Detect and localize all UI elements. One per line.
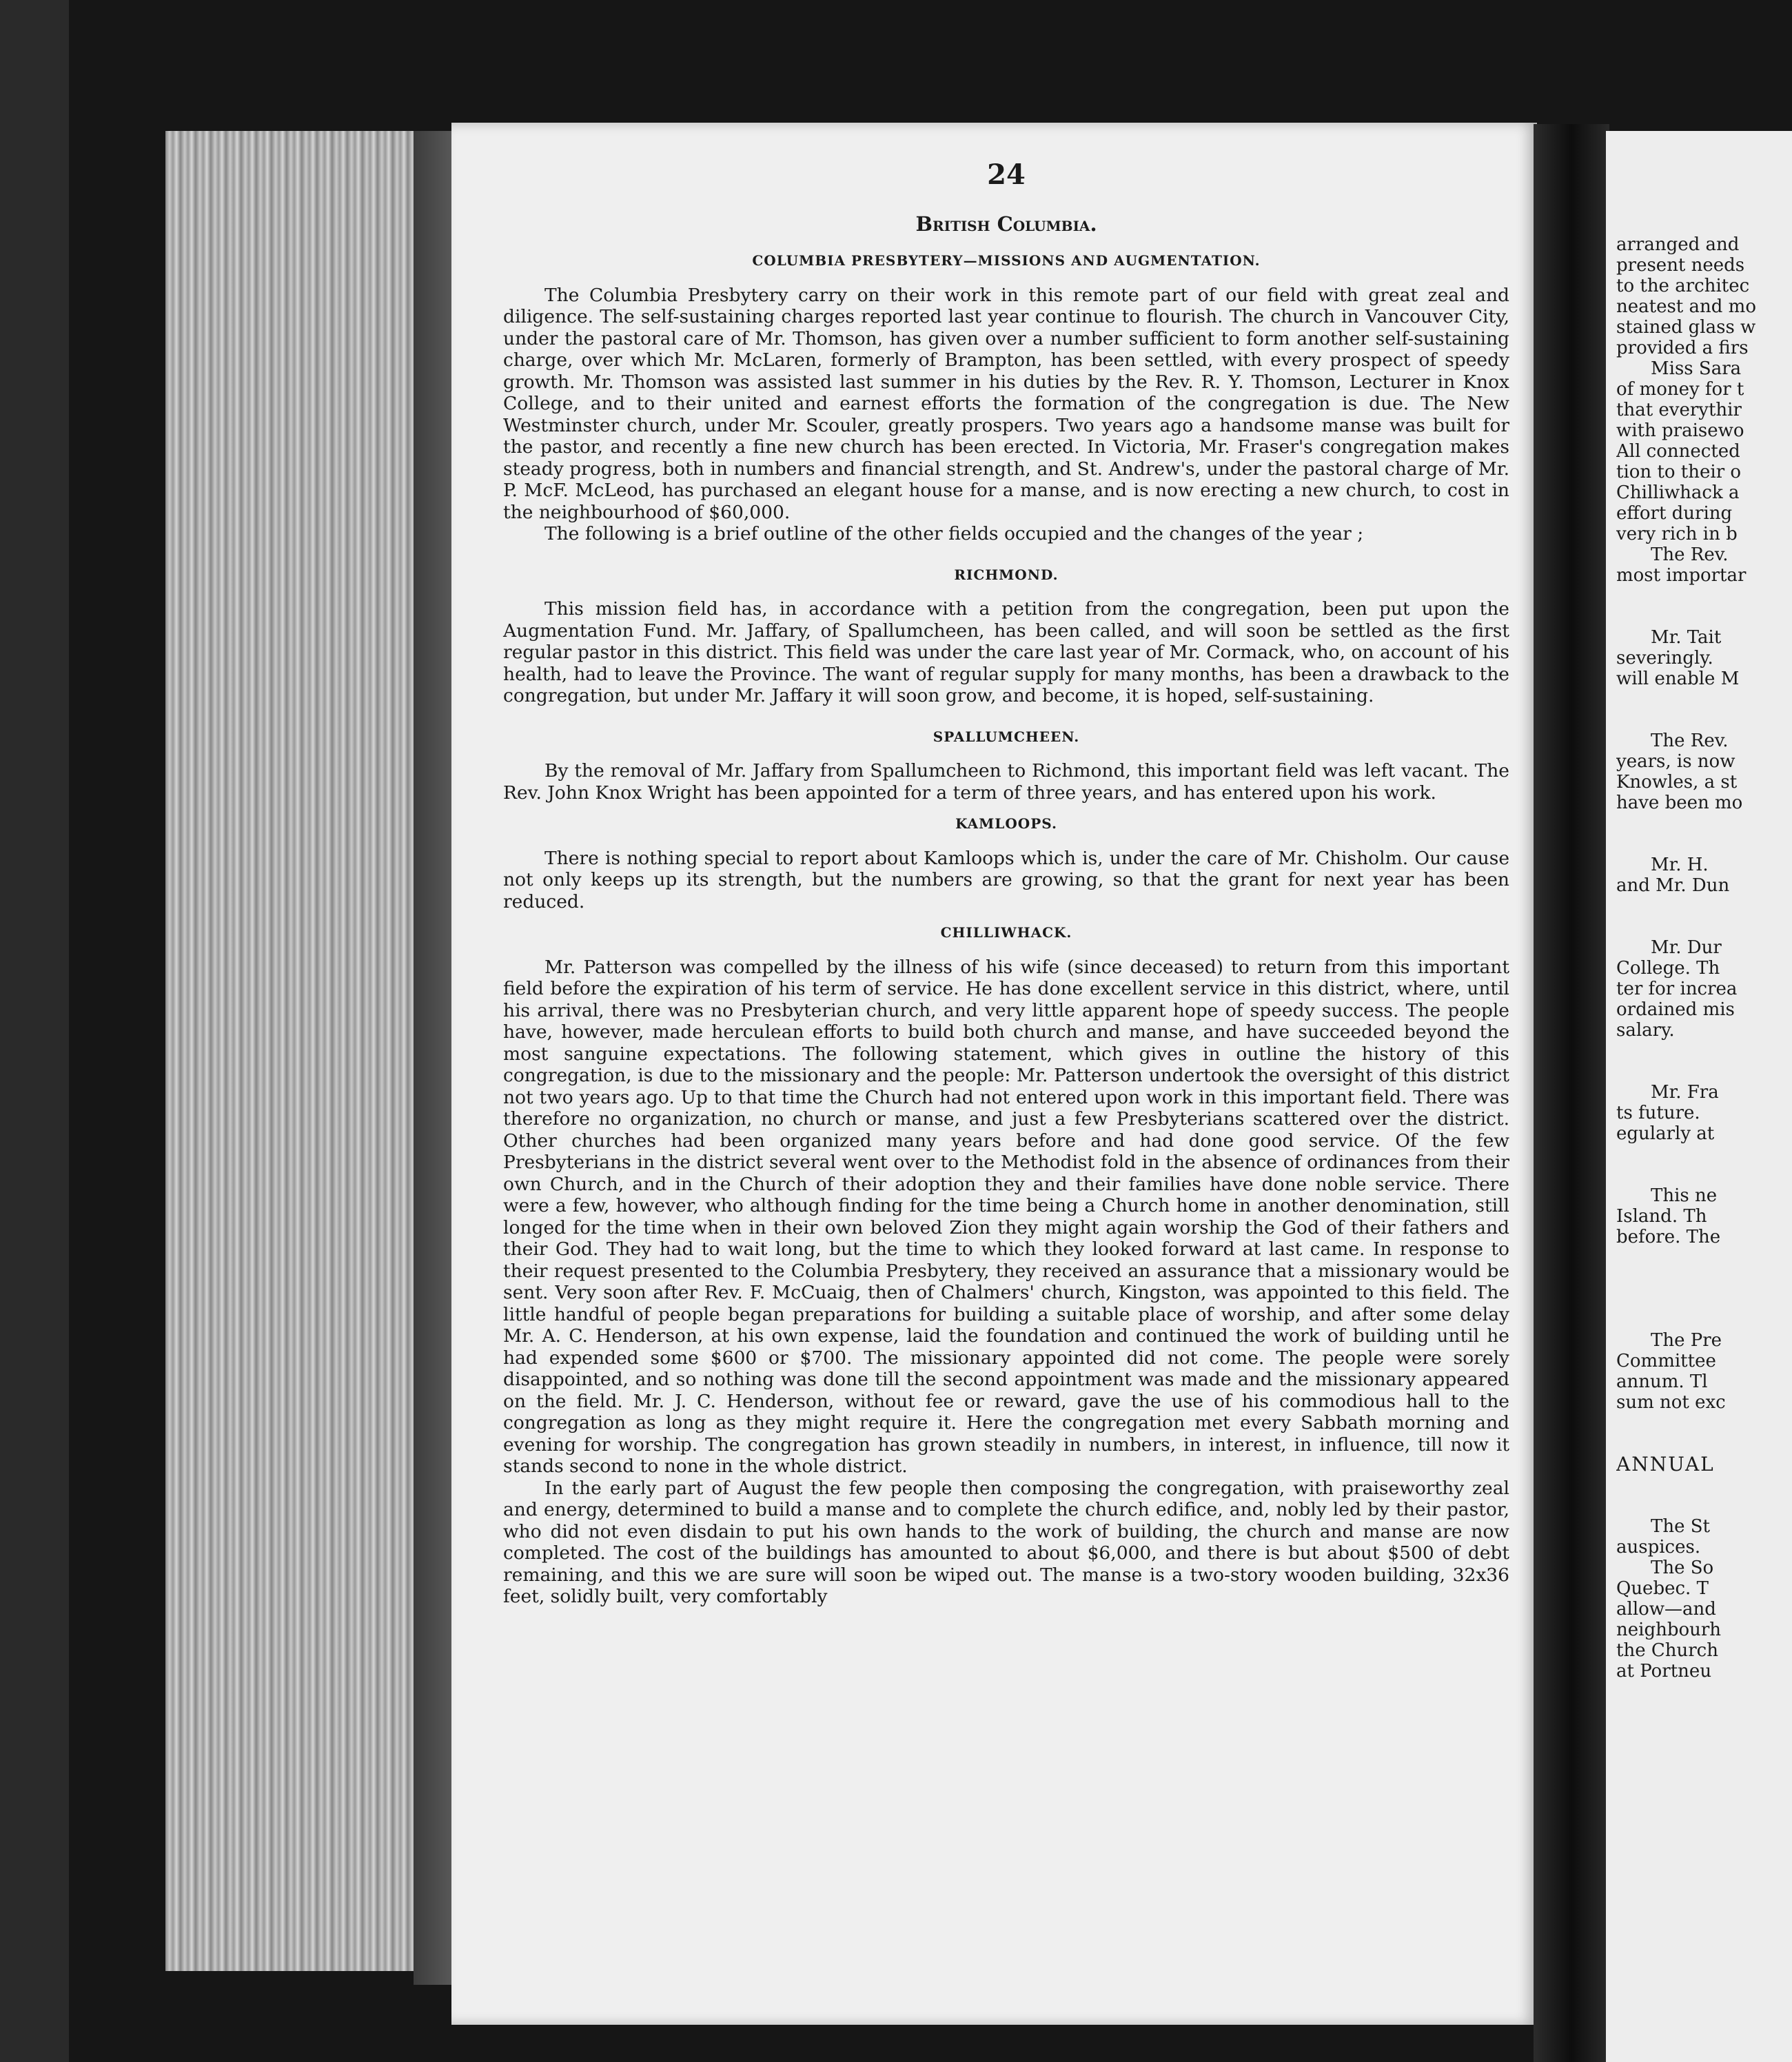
right-page-line: ts future.: [1616, 1103, 1700, 1123]
subsection-paragraph: Mr. Patterson was compelled by the illness of his wife (since deceased) to return from this important field before the expiration of his term of service. He has done excellent service in this district, where, until his arrival, there was no Presbyterian church, and very little apparent hope of speedy success. The people have, however, made herculean efforts to build both church and manse, and have succeeded beyond the most sanguine expectations. The following statement, which gives in outline the history of this congregation, is due to the missionary and the people: Mr. Patterson undertook the oversight of this district not two years ago. Up to that time the Church had not entered upon work in this important field. There was therefore no organization, no church or manse, and just a few Presbyterians scattered over the district. Other churches had been organized many years before and had done good service. Of the few Presbyterians in the district several went over to the Methodist fold in the absence of ordinances from their own Church, and in the Church of their adoption they and their families have done noble service. There were a few, however, who although finding for the time being a Church home in another denomination, still longed for the time when in their own beloved Zion they might again worship the God of their fathers and their God. They had to wait long, but the time to which they looked forward at last came. In response to their request presented to the Columbia Presbytery, they received an assurance that a missionary would be sent. Very soon after Rev. F. McCuaig, then of Chalmers' church, Kingston, was appointed to this field. The little handful of people began preparations for building a suitable place of worship, and after some delay Mr. A. C. Henderson, at his own expense, laid the foundation and continued the work of building until he had expended some $600 or $700. The missionary appointed did not come. The people were sorely disappointed, and so nothing was done till the second appointment was made and the missionary appeared on the field. Mr. J. C. Henderson, without fee or reward, gave the use of his commodious hall to the congregation as long as they might require it. Here the congregation met every Sabbath morning and evening for worship. The congregation has grown steadily in numbers, in interest, in influence, till now it stands second to none in the whole district.: [503, 956, 1509, 1477]
right-page-line: provided a firs: [1616, 338, 1749, 358]
right-page-line: present needs: [1616, 255, 1745, 276]
right-page-line: effort during: [1616, 503, 1733, 524]
right-page-line: ter for increa: [1616, 979, 1738, 999]
subsection-paragraph: This mission field has, in accordance with a petition from the congregation, been put upon the Augmentation Fund. Mr. Jaffary, of Spallumcheen, has been called, and will soon be settled as the first regular pastor in this district. This field was under the care last year of Mr. Cormack, who, on account of his health, had to leave the Province. The want of regular supply for many months, has been a drawback to the congregation, but under Mr. Jaffary it will soon grow, and become, it is hoped, self-sustaining.: [503, 598, 1509, 706]
left-page: [451, 123, 1537, 2025]
right-page-line: years, is now: [1616, 751, 1735, 772]
right-page-line: most importar: [1616, 565, 1747, 586]
intro-paragraph: The Columbia Presbytery carry on their work in this remote part of our field with great zeal and diligence. The self-sustaining charges reported last year continue to flourish. The church in Vancouver City, under the pastoral care of Mr. Thomson, has given over a number sufficient to form another self-sustaining charge, over which Mr. McLaren, formerly of Brampton, has been settled, with every prospect of speedy growth. Mr. Thomson was assisted last summer in his duties by the Rev. R. Y. Thomson, Lecturer in Knox College, and to their united and earnest efforts the formation of the congregation is due. The New Westminster church, under Mr. Scouler, greatly prospers. Two years ago a handsome manse was built for the pastor, and recently a fine new church has been erected. In Victoria, Mr. Fraser's congregation makes steady progress, both in numbers and financial strength, and St. Andrew's, under the pastoral charge of Mr. P. McF. McLeod, has purchased an elegant house for a manse, and is now erecting a new church, to cost in the neighbourhood of $60,000.: [503, 284, 1509, 523]
right-page-line: salary.: [1616, 1020, 1675, 1041]
line-spacer: [1616, 1144, 1792, 1185]
right-page-line: will enable M: [1616, 668, 1740, 689]
right-page-line: sum not exc: [1616, 1392, 1726, 1413]
right-page-line: to the architec: [1616, 276, 1750, 296]
line-spacer: [1616, 586, 1792, 627]
right-page-line: with praisewo: [1616, 420, 1744, 441]
right-page-line: very rich in b: [1616, 524, 1738, 544]
film-edge: [0, 0, 69, 2062]
line-spacer: [1616, 1247, 1792, 1289]
right-page-line: ordained mis: [1616, 999, 1735, 1020]
right-page-line: auspices.: [1616, 1537, 1701, 1558]
right-page-line: neighbourh: [1616, 1620, 1722, 1640]
right-page-line: have been mo: [1616, 793, 1743, 813]
book-gutter: [1534, 124, 1609, 2062]
right-page-line: at Portneu: [1616, 1661, 1712, 1682]
right-page-line: Chilliwhack a: [1616, 482, 1740, 503]
line-spacer: [1616, 1413, 1792, 1454]
section-title: British Columbia.: [915, 212, 1097, 236]
book-side-shadow: [414, 131, 455, 1985]
line-spacer: [1616, 1289, 1792, 1330]
line-spacer: [1616, 689, 1792, 731]
right-page-line: egularly at: [1616, 1123, 1715, 1144]
right-page-line: severingly.: [1616, 648, 1713, 668]
right-page-line: of money for t: [1616, 379, 1744, 400]
left-page-text: [503, 159, 1509, 1608]
right-page-line: All connected: [1616, 441, 1740, 462]
page-number: 24: [987, 159, 1026, 191]
subsection-heading: RICHMOND.: [954, 566, 1059, 583]
right-page-line: the Church: [1616, 1640, 1718, 1661]
subsection-paragraph: There is nothing special to report about Kamloops which is, under the care of Mr. Chisholm. Our cause not only keeps up its strength, but the numbers are growing, so that the grant for next year has been reduced.: [503, 847, 1509, 912]
right-page-line: neatest and mo: [1616, 296, 1756, 317]
right-page-line: Mr. Tait: [1651, 627, 1722, 648]
subsection-heading: SPALLUMCHEEN.: [933, 728, 1080, 745]
line-spacer: [1616, 813, 1792, 855]
right-page-line: Island. Th: [1616, 1206, 1707, 1227]
right-page-line: Committee: [1616, 1351, 1716, 1371]
right-page-text: [1616, 234, 1792, 1682]
right-page-line: College. Th: [1616, 958, 1720, 979]
right-page-line: The So: [1651, 1558, 1714, 1578]
line-spacer: [1616, 1475, 1792, 1516]
right-page-line: before. The: [1616, 1227, 1721, 1247]
right-page-line: Miss Sara: [1651, 358, 1742, 379]
subsection-paragraph: In the early part of August the few people then composing the congregation, with praiseworthy zeal and energy, determined to build a manse and to complete the church edifice, and, nobly led by their pastor, who did not even disdain to put his own hands to the work of building, the church and manse are now completed. The cost of the buildings has amounted to about $6,000, and there is but about $500 of debt remaining, and this we are sure will soon be wiped out. The manse is a two-story wooden building, 32x36 feet, solidly built, very comfortably: [503, 1477, 1509, 1607]
right-page-line: arranged and: [1616, 234, 1740, 255]
book-fore-edge: [165, 131, 455, 1971]
right-page-line: that everythir: [1616, 400, 1742, 420]
right-page-line: and Mr. Dun: [1616, 875, 1730, 896]
right-page-line: The Pre: [1651, 1330, 1722, 1351]
intro-paragraph: The following is a brief outline of the other fields occupied and the changes of the year ;: [544, 523, 1364, 544]
right-page-line: annum. Tl: [1616, 1371, 1708, 1392]
line-spacer: [1616, 896, 1792, 937]
right-page-line: Mr. H.: [1651, 855, 1709, 875]
right-page-line: Mr. Dur: [1651, 937, 1722, 958]
subsection-heading: CHILLIWHACK.: [940, 924, 1072, 941]
line-spacer: [1616, 1041, 1792, 1082]
right-page-line: This ne: [1651, 1185, 1718, 1206]
right-page-line: The St: [1651, 1516, 1710, 1537]
right-page-line: tion to their o: [1616, 462, 1742, 482]
right-page-line: The Rev.: [1651, 544, 1729, 565]
right-page-line: Knowles, a st: [1616, 772, 1738, 793]
subsection-heading: KAMLOOPS.: [955, 815, 1057, 832]
right-page-line: Mr. Fra: [1651, 1082, 1719, 1103]
subsection-paragraph: By the removal of Mr. Jaffary from Spallumcheen to Richmond, this important field was left vacant. The Rev. John Knox Wright has been appointed for a term of three years, and has entered upon his work.: [503, 760, 1509, 804]
right-page-line: ANNUAL: [1616, 1454, 1715, 1475]
right-page-line: allow—and: [1616, 1599, 1716, 1620]
section-subtitle: COLUMBIA PRESBYTERY—MISSIONS AND AUGMENTATION.: [752, 252, 1261, 269]
right-page-line: Quebec. T: [1616, 1578, 1709, 1599]
right-page-line: The Rev.: [1651, 731, 1729, 751]
right-page-line: stained glass w: [1616, 317, 1756, 338]
